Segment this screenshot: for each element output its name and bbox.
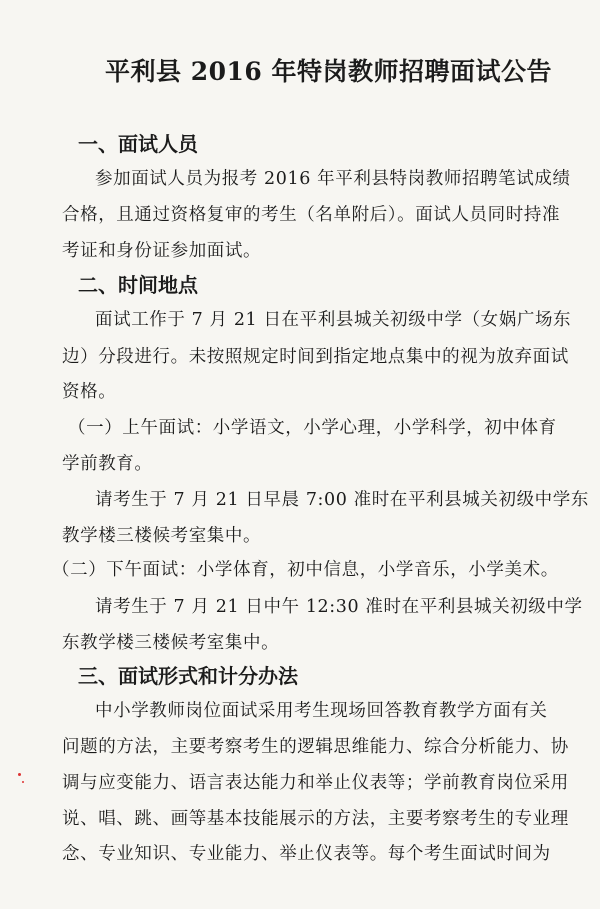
section3-line: 说、唱、跳、画等基本技能展示的方法，主要考察考生的专业理 xyxy=(62,809,569,829)
section2-line: 资格。 xyxy=(62,382,117,402)
morning-session-line: 学前教育。 xyxy=(62,454,153,474)
section2-heading: 二、时间地点 xyxy=(78,273,198,297)
document-title: 平利县 2016 年特岗教师招聘面试公告 xyxy=(105,57,552,86)
afternoon-session-line: （二）下午面试：小学体育，初中信息，小学音乐，小学美术。 xyxy=(52,560,559,580)
morning-session-line: （一）上午面试：小学语文，小学心理，小学科学，初中体育 xyxy=(68,418,557,438)
section2-line: 面试工作于 7 月 21 日在平利县城关初级中学（女娲广场东 xyxy=(95,310,572,330)
section3-line: 调与应变能力、语言表达能力和举止仪表等；学前教育岗位采用 xyxy=(62,773,569,793)
section3-line: 中小学教师岗位面试采用考生现场回答教育教学方面有关 xyxy=(95,701,548,721)
section3-line: 念、专业知识、专业能力、举止仪表等。每个考生面试时间为 xyxy=(62,844,551,864)
morning-notice-line: 教学楼三楼候考室集中。 xyxy=(62,526,262,546)
afternoon-notice-line: 东教学楼三楼候考室集中。 xyxy=(62,633,280,653)
scan-speck xyxy=(18,773,21,776)
section2-line: 边）分段进行。未按照规定时间到指定地点集中的视为放弃面试 xyxy=(62,347,569,367)
scan-speck xyxy=(22,781,24,783)
section3-heading: 三、面试形式和计分办法 xyxy=(78,664,298,688)
section3-line: 问题的方法，主要考察考生的逻辑思维能力、综合分析能力、协 xyxy=(62,737,569,757)
section1-line: 考证和身份证参加面试。 xyxy=(62,241,262,261)
morning-notice-line: 请考生于 7 月 21 日早晨 7:00 准时在平利县城关初级中学东 xyxy=(95,490,589,510)
afternoon-notice-line: 请考生于 7 月 21 日中午 12:30 准时在平利县城关初级中学 xyxy=(95,597,583,617)
section1-line: 参加面试人员为报考 2016 年平利县特岗教师招聘笔试成绩 xyxy=(95,169,571,189)
section1-line: 合格，且通过资格复审的考生（名单附后）。面试人员同时持准 xyxy=(62,205,561,225)
section1-heading: 一、面试人员 xyxy=(78,132,198,156)
